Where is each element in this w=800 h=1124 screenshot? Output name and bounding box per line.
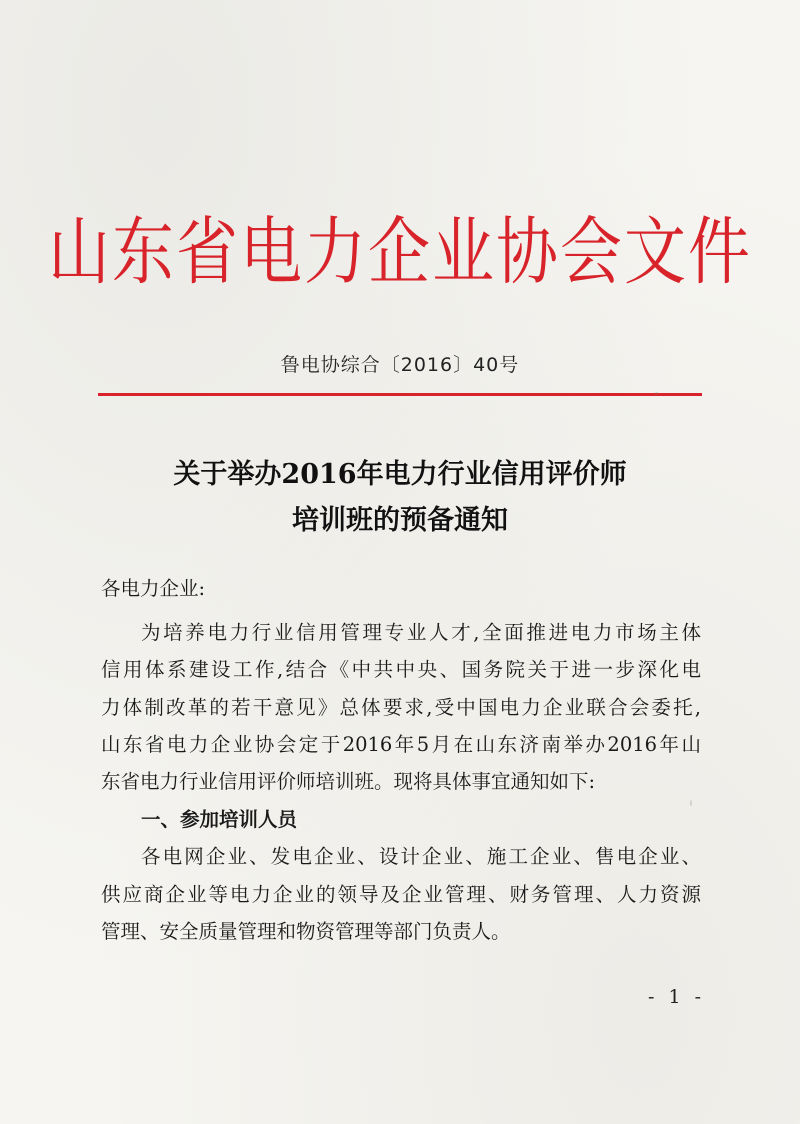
section-1-line-3: 管理、安全质量管理和物资管理等部门负责人。 <box>101 920 511 943</box>
paper-speck <box>690 800 692 806</box>
paragraph-1-line-1: 为培养电力行业信用管理专业人才,全面推进电力市场主体 <box>141 621 701 644</box>
section-1-heading: 一、参加培训人员 <box>141 808 298 831</box>
page-number: - 1 - <box>648 986 706 1008</box>
section-1-line-2: 供应商企业等电力企业的领导及企业管理、财务管理、人力资源 <box>101 883 701 906</box>
notice-title-line-2: 培训班的预备通知 <box>292 505 508 536</box>
salutation: 各电力企业: <box>101 577 206 600</box>
paper-speck <box>655 392 658 395</box>
paragraph-1-line-4: 山东省电力企业协会定于2016年5月在山东济南举办2016年山 <box>101 733 701 756</box>
section-1-line-1: 各电网企业、发电企业、设计企业、施工企业、售电企业、 <box>141 845 701 868</box>
notice-title-line-1: 关于举办2016年电力行业信用评价师 <box>173 459 627 490</box>
red-divider-line <box>98 393 702 396</box>
notice-title <box>0 452 800 544</box>
issuer-header-title: 山东省电力企业协会文件 <box>47 208 752 295</box>
document-number: 鲁电协综合〔2016〕40号 <box>280 354 520 376</box>
paragraph-1-line-2: 信用体系建设工作,结合《中共中央、国务院关于进一步深化电 <box>101 658 701 681</box>
paragraph-1-line-3: 力体制改革的若干意见》总体要求,受中国电力企业联合会委托, <box>101 696 701 719</box>
paragraph-1-line-5: 东省电力行业信用评价师培训班。现将具体事宜通知如下: <box>101 770 596 793</box>
